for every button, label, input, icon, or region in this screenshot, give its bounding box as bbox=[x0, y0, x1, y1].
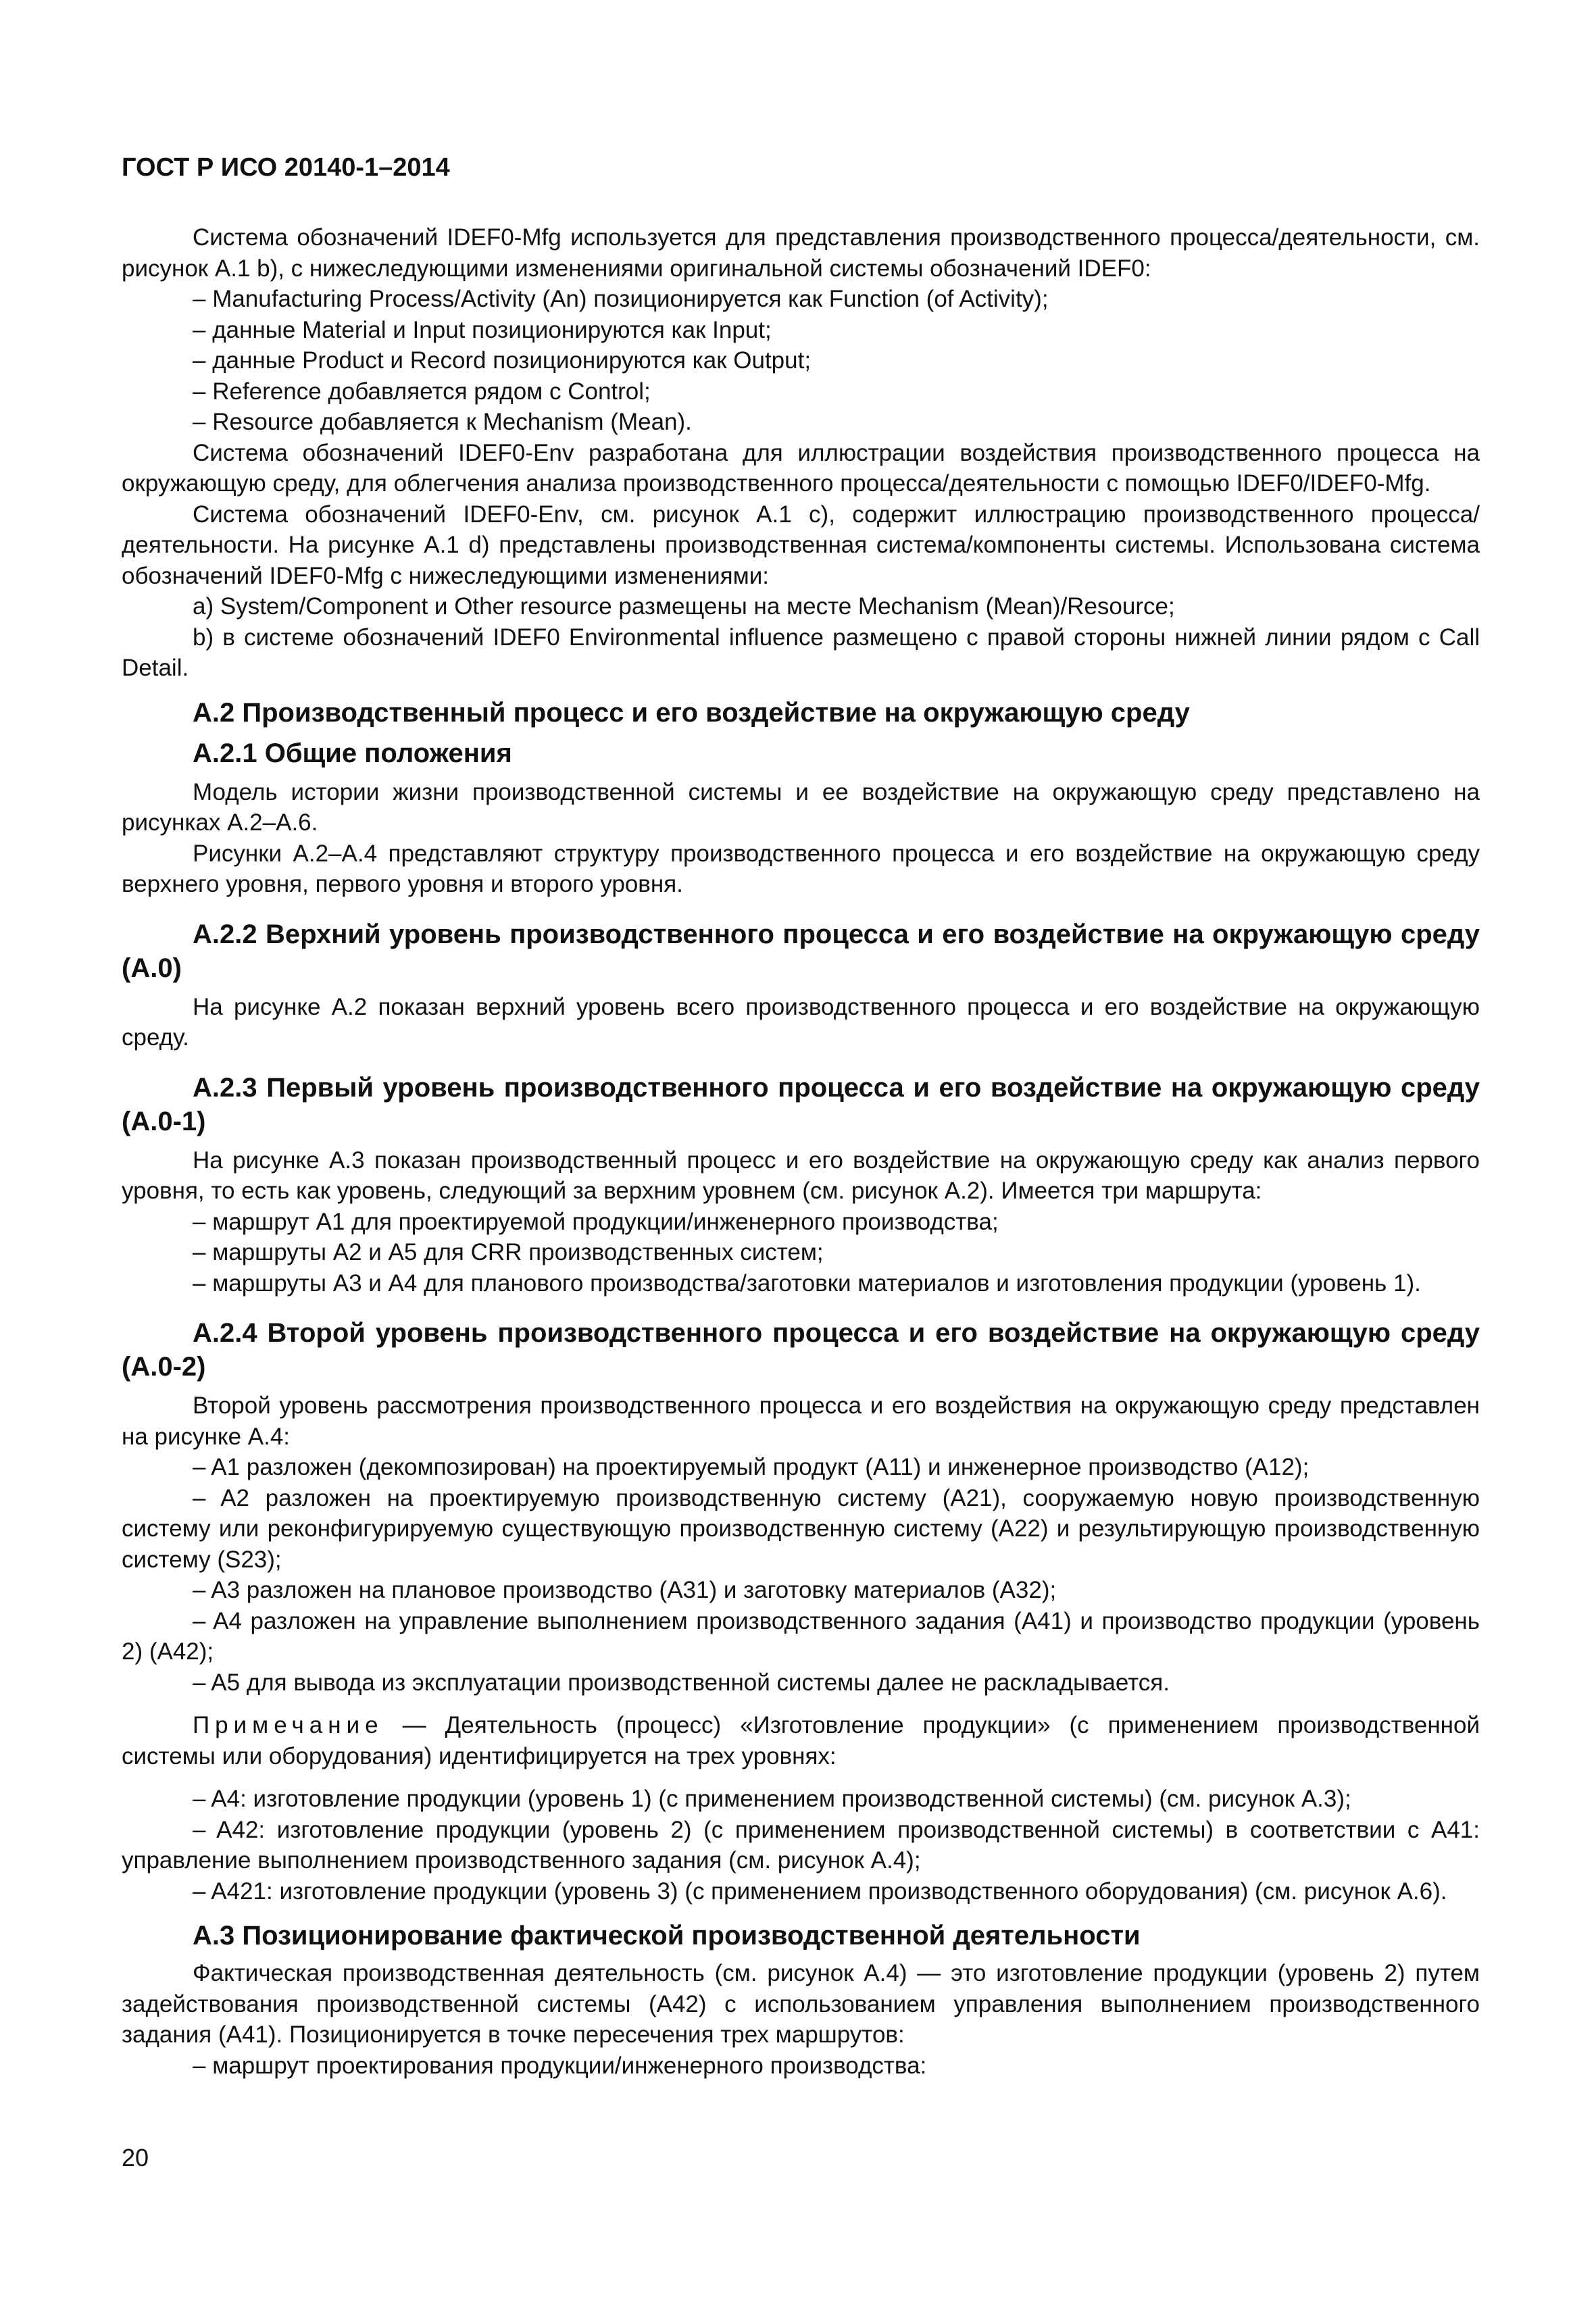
document-page bbox=[122, 152, 1480, 2081]
list-item: b) в системе обозначений IDEF0 Environmental influence размещено с правой стороны нижней линии рядом с Call Detail. bbox=[122, 624, 1480, 681]
list-item: – маршруты A3 и A4 для планового производства/заготовки материалов и изготовления продукции (уровень 1). bbox=[193, 1269, 1421, 1297]
list-item: – маршруты A2 и A5 для CRR производственных систем; bbox=[193, 1239, 824, 1265]
paragraph: Второй уровень рассмотрения производственного процесса и его воздействия на окружающую среду представлен на рисунке A.4: bbox=[122, 1392, 1480, 1450]
list-item: – A42: изготовление продукции (уровень 2) (с применением производственной системы) в соответствии с A41: управление выполнением производственного задания (см. рисунок A.4); bbox=[122, 1816, 1480, 1873]
note-text: — Деятельность (процесс) «Изготовление продукции» (с применением производственной системы или оборудования) идентифицируется на трех уровнях: bbox=[122, 1712, 1480, 1769]
paragraph: На рисунке A.2 показан верхний уровень всего производственного процесса и его воздействие на окружающую среду. bbox=[122, 993, 1480, 1051]
paragraph: Рисунки A.2–A.4 представляют структуру производственного процесса и его воздействие на окружающую среду верхнего уровня, первого уровня и второго уровня. bbox=[122, 840, 1480, 897]
list-item: – маршрут проектирования продукции/инженерного производства: bbox=[193, 2052, 927, 2079]
note-paragraph bbox=[122, 1710, 1480, 1771]
section-heading: A.2 Производственный процесс и его воздействие на окружающую среду bbox=[193, 697, 1190, 728]
list-item: – данные Product и Record позиционируются как Output; bbox=[193, 347, 812, 374]
section-heading: A.3 Позиционирование фактической производственной деятельности bbox=[193, 1921, 1141, 1951]
list-item: – A5 для вывода из эксплуатации производственной системы далее не раскладывается. bbox=[193, 1669, 1170, 1696]
list-item: – Manufacturing Process/Activity (An) позиционируется как Function (of Activity); bbox=[193, 286, 1049, 312]
paragraph: Система обозначений IDEF0-Env разработана для иллюстрации воздействия производственного процесса на окружающую среду, для облегчения анализа производственного процесса/деятельности с помощью IDEF0/IDEF0-Mfg. bbox=[122, 439, 1480, 497]
subsection-heading: A.2.3 Первый уровень производственного процесса и его воздействие на окружающую среду (A.0-1) bbox=[122, 1072, 1480, 1136]
subsection-heading: A.2.2 Верхний уровень производственного процесса и его воздействие на окружающую среду (A.0) bbox=[122, 919, 1480, 983]
list-item: – маршрут A1 для проектируемой продукции/инженерного производства; bbox=[193, 1208, 999, 1235]
paragraph: На рисунке A.3 показан производственный процесс и его воздействие на окружающую среду как анализ первого уровня, то есть как уровень, следующий за верхним уровнем (см. рисунок A.2). Имеется три маршрута: bbox=[122, 1147, 1480, 1204]
paragraph: Система обозначений IDEF0-Mfg используется для представления производственного процесса/деятельности, см. рисунок A.1 b), с нижеследующими изменениями оригинальной системы обозначений IDEF0: bbox=[122, 224, 1480, 282]
paragraph: Система обозначений IDEF0-Env, см. рисунок A.1 c), содержит иллюстрацию производственного процесса/деятельности. На рисунке A.1 d) представлены производственная система/компоненты системы. Использована система обозначений IDEF0-Mfg с нижеследующими изменениями: bbox=[122, 501, 1480, 589]
paragraph: Модель истории жизни производственной системы и ее воздействие на окружающую среду представлено на рисунках A.2–A.6. bbox=[122, 778, 1480, 836]
paragraph: Фактическая производственная деятельность (см. рисунок A.4) — это изготовление продукции (уровень 2) путем задействования производственной системы (A42) с использованием управления выполнением производственного задания (A41). Позиционируется в точке пересечения трех маршрутов: bbox=[122, 1960, 1480, 2048]
subsection-heading: A.2.1 Общие положения bbox=[193, 738, 512, 768]
list-item: – данные Material и Input позиционируются как Input; bbox=[193, 316, 772, 343]
list-item: a) System/Component и Other resource размещены на месте Mechanism (Mean)/Resource; bbox=[193, 593, 1175, 620]
subsection-heading: A.2.4 Второй уровень производственного процесса и его воздействие на окружающую среду (A.0-2) bbox=[122, 1318, 1480, 1382]
list-item: – A3 разложен на плановое производство (A31) и заготовку материалов (A32); bbox=[193, 1577, 1057, 1603]
list-item: – Reference добавляется рядом с Control; bbox=[193, 378, 651, 405]
list-item: – A4: изготовление продукции (уровень 1) (с применением производственной системы) (см. рисунок A.3); bbox=[193, 1786, 1351, 1812]
note-label: Примечание bbox=[193, 1712, 384, 1738]
list-item: – A1 разложен (декомпозирован) на проектируемый продукт (A11) и инженерное производство (A12); bbox=[193, 1454, 1310, 1480]
page-number: 20 bbox=[122, 2144, 149, 2171]
document-header: ГОСТ Р ИСО 20140-1–2014 bbox=[122, 153, 450, 182]
list-item: – A4 разложен на управление выполнением производственного задания (A41) и производство продукции (уровень 2) (A42); bbox=[122, 1607, 1480, 1665]
list-item: – A421: изготовление продукции (уровень 3) (с применением производственного оборудования) (см. рисунок A.6). bbox=[193, 1878, 1447, 1905]
list-item: – A2 разложен на проектируемую производственную систему (A21), сооружаемую новую производственную систему или реконфигурируемую существующую производственную систему (A22) и результирующую производственную систему (S23); bbox=[122, 1484, 1480, 1573]
list-item: – Resource добавляется к Mechanism (Mean). bbox=[193, 409, 692, 435]
